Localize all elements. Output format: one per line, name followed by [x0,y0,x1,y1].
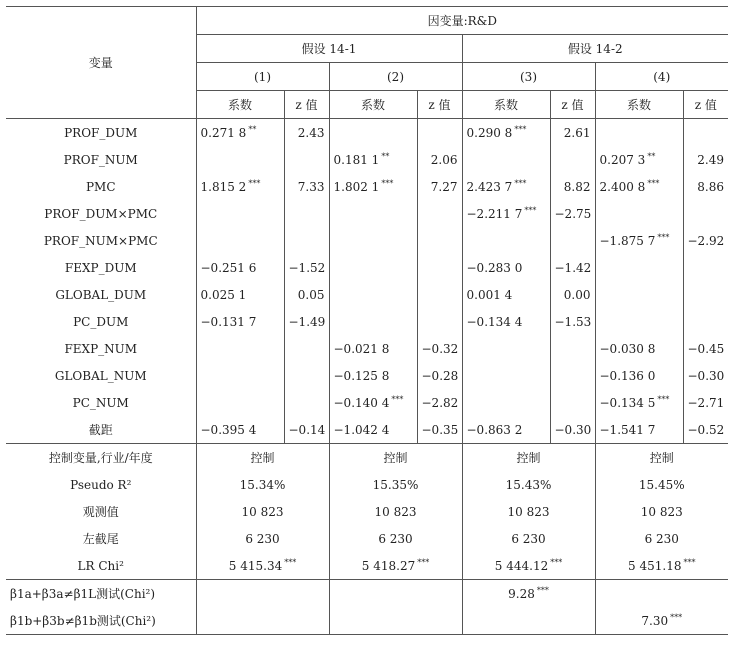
significance-stars: ** [248,125,257,134]
stat-value-cell [329,525,462,552]
coef-header: 系数 [462,91,550,119]
stat-value: 6 230 [644,531,679,546]
coef-row [6,200,728,227]
stat-value: 10 823 [507,504,550,519]
z-value-cell [683,254,728,281]
z-value-cell [550,362,595,389]
significance-stars: *** [550,558,563,567]
coefficient-cell [595,281,683,308]
significance-stars: *** [514,125,527,134]
test-value: 7.30 [641,614,669,628]
coefficient-cell [196,173,284,200]
coefficient-value: 0.181 1 [333,153,380,167]
z-value-cell: 0.05 [284,281,329,308]
variable-name: FEXP_NUM [64,341,138,356]
coefficient-cell [595,335,683,362]
stat-value: 15.34% [239,477,286,492]
coefficient-value: −0.140 4 [333,396,390,410]
statistics-rows [6,444,728,580]
coef-row [6,119,728,147]
z-value-cell: 2.43 [284,119,329,147]
coefficient-value: 0.001 4 [466,287,513,302]
stat-value-cell [196,525,329,552]
variable-name: PC_DUM [73,314,129,329]
coefficient-cell [329,173,417,200]
z-value-cell: −1.53 [550,308,595,335]
coefficient-cell [196,227,284,254]
coefficient-cell [329,308,417,335]
coefficient-value: −0.021 8 [333,341,390,356]
coefficient-value: −1.042 4 [333,422,390,437]
coefficient-cell [196,281,284,308]
stat-value: 10 823 [640,504,683,519]
test-row [6,580,728,608]
significance-stars: *** [417,558,430,567]
coef-header: 系数 [329,91,417,119]
z-value-cell: −0.35 [417,416,462,444]
stat-value: 5 451.18 [628,559,682,573]
significance-stars: *** [683,558,696,567]
z-value-cell: −0.14 [284,416,329,444]
z-header: z 值 [550,91,595,119]
coefficient-cell [329,227,417,254]
coefficient-value: −0.863 2 [466,422,523,437]
stat-row [6,471,728,498]
stat-value-cell [462,444,595,472]
z-value-cell: 2.61 [550,119,595,147]
coefficient-cell [196,200,284,227]
coefficient-cell [196,416,284,444]
coef-row [6,335,728,362]
coefficient-cell [595,173,683,200]
coef-row [6,227,728,254]
stat-row [6,552,728,580]
coefficient-cell [329,362,417,389]
coefficient-value: −0.136 0 [599,368,656,383]
z-header: z 值 [284,91,329,119]
coefficient-cell [595,119,683,147]
z-value-cell: −2.92 [683,227,728,254]
stat-value-cell [329,498,462,525]
coefficient-value: −0.395 4 [200,422,257,437]
model-4-header: (4) [595,63,728,91]
significance-stars: *** [514,179,527,188]
z-value-cell [417,308,462,335]
variable-name: PROF_DUM×PMC [44,206,158,221]
z-value-cell: 2.06 [417,146,462,173]
coefficient-cell [462,200,550,227]
z-value-cell [284,389,329,416]
stat-name: 控制变量,行业/年度 [48,451,153,465]
coef-row [6,389,728,416]
variable-name: PMC [85,179,116,194]
z-value-cell [284,227,329,254]
coefficient-cell [462,416,550,444]
coefficient-cell [462,389,550,416]
stat-row [6,525,728,552]
stat-value-cell [595,444,728,472]
z-value-cell: −2.71 [683,389,728,416]
coef-row [6,308,728,335]
coefficient-cell [595,200,683,227]
model-2-header: (2) [329,63,462,91]
stat-value: 控制 [649,451,674,465]
z-value-cell [284,200,329,227]
test-value: 9.28 [508,587,535,601]
significance-stars: *** [657,233,670,242]
z-value-cell: 0.00 [550,281,595,308]
z-value-cell [417,281,462,308]
significance-stars: ** [647,152,656,161]
stat-value-cell [329,552,462,580]
test-row [6,607,728,635]
coefficient-cell [462,119,550,147]
stat-value: 6 230 [511,531,546,546]
coefficient-cell [462,227,550,254]
variable-name: PROF_NUM [63,152,138,167]
hypothesis-14-1-header: 假设 14-1 [196,35,462,63]
coefficient-cell [462,146,550,173]
z-value-cell: 8.82 [550,173,595,200]
coefficient-cell [595,254,683,281]
z-value-cell [683,119,728,147]
coefficient-value: 2.423 7 [466,180,513,194]
stat-value-cell [329,471,462,498]
stat-value: 6 230 [378,531,413,546]
stat-value: 15.35% [372,477,419,492]
coefficient-value: 0.271 8 [200,126,247,140]
z-value-cell [417,119,462,147]
stat-name: LR Chi² [77,558,124,573]
coefficient-value: −0.131 7 [200,314,257,329]
z-value-cell: −1.49 [284,308,329,335]
coefficient-cell [329,416,417,444]
coefficient-cell [595,389,683,416]
coefficient-cell [329,200,417,227]
coefficient-cell [196,308,284,335]
coefficient-cell [595,227,683,254]
test-value-cell [329,580,462,608]
test-value-cell [462,607,595,635]
stat-value: 10 823 [241,504,284,519]
z-value-cell [417,227,462,254]
regression-table [6,6,728,635]
stat-value: 5 444.12 [494,559,549,573]
z-value-cell [683,200,728,227]
coefficient-value: 0.290 8 [466,126,513,140]
significance-stars: *** [284,558,297,567]
model-1-header: (1) [196,63,329,91]
z-value-cell: −0.30 [683,362,728,389]
test-value-cell [329,607,462,635]
z-value-cell [417,254,462,281]
z-value-cell [683,308,728,335]
test-rows [6,580,728,635]
z-value-cell [550,335,595,362]
significance-stars: *** [536,586,549,595]
coefficient-cell [196,389,284,416]
coefficient-cell [595,362,683,389]
model-3-header: (3) [462,63,595,91]
z-value-cell [550,227,595,254]
coef-row [6,254,728,281]
stat-value: 15.45% [638,477,685,492]
stat-value-cell [196,471,329,498]
coefficient-value: 1.815 2 [200,180,247,194]
coefficient-cell [462,362,550,389]
significance-stars: *** [647,179,660,188]
z-value-cell [550,146,595,173]
significance-stars: *** [670,613,683,622]
stat-row [6,498,728,525]
coefficient-value: −2.211 7 [466,207,523,221]
variable-name: 截距 [88,423,113,437]
z-value-cell: 7.33 [284,173,329,200]
z-value-cell: −1.42 [550,254,595,281]
coefficient-cell [595,146,683,173]
test-name: β1a+β3a≠β1L测试(Chi²) [10,587,156,601]
hypothesis-14-2-header: 假设 14-2 [462,35,728,63]
coefficient-value: −0.134 4 [466,314,523,329]
z-value-cell: −0.52 [683,416,728,444]
stat-value-cell [462,471,595,498]
z-header: z 值 [683,91,728,119]
coefficient-value: −0.134 5 [599,396,656,410]
coef-row [6,362,728,389]
coef-row [6,146,728,173]
variable-name: FEXP_DUM [64,260,137,275]
variable-header: 变量 [6,7,196,119]
stat-value: 控制 [516,451,541,465]
coefficient-cell [329,335,417,362]
test-value-cell [196,580,329,608]
coefficient-cell [329,281,417,308]
stat-value: 6 230 [245,531,280,546]
stat-value: 控制 [383,451,408,465]
coefficient-cell [329,389,417,416]
coefficient-cell [196,254,284,281]
coefficient-cell [329,119,417,147]
coefficient-value: 1.802 1 [333,180,380,194]
coefficient-cell [196,362,284,389]
z-value-cell: −0.45 [683,335,728,362]
significance-stars: ** [381,152,390,161]
z-value-cell: −2.75 [550,200,595,227]
stat-value-cell [595,471,728,498]
stat-value-cell [462,552,595,580]
coefficient-cell [196,119,284,147]
z-value-cell: 7.27 [417,173,462,200]
significance-stars: *** [248,179,261,188]
significance-stars: *** [391,395,404,404]
significance-stars: *** [524,206,537,215]
stat-value-cell [462,498,595,525]
coefficient-cell [595,416,683,444]
coefficient-cell [462,254,550,281]
stat-value-cell [329,444,462,472]
test-value-cell [196,607,329,635]
stat-value-cell [196,444,329,472]
coefficient-value: −0.125 8 [333,368,390,383]
variable-name: PC_NUM [72,395,129,410]
coefficient-cell [196,146,284,173]
dependent-variable-header: 因变量:R&D [196,7,728,35]
variable-name: PROF_DUM [64,125,138,140]
coef-row [6,173,728,200]
stat-value: 5 418.27 [361,559,416,573]
coefficient-value: 0.025 1 [200,287,247,302]
z-value-cell [284,362,329,389]
coefficient-rows [6,119,728,444]
coefficient-cell [329,254,417,281]
stat-value: 10 823 [374,504,417,519]
z-value-cell: −1.52 [284,254,329,281]
coefficient-cell [196,335,284,362]
test-value-cell [462,580,595,608]
test-value-cell [595,607,728,635]
stat-value-cell [595,552,728,580]
coefficient-cell [462,281,550,308]
stat-value-cell [595,498,728,525]
stat-value-cell [595,525,728,552]
z-value-cell [550,389,595,416]
variable-name: PROF_NUM×PMC [43,233,158,248]
z-value-cell: 8.86 [683,173,728,200]
z-header: z 值 [417,91,462,119]
z-value-cell: −0.30 [550,416,595,444]
stat-name: 观测值 [82,505,119,519]
stat-name: Pseudo R² [70,477,132,492]
z-value-cell [284,335,329,362]
coefficient-value: 0.207 3 [599,153,646,167]
significance-stars: *** [381,179,394,188]
variable-name: GLOBAL_NUM [54,368,147,383]
coefficient-value: −0.030 8 [599,341,656,356]
z-value-cell: −2.82 [417,389,462,416]
stat-row [6,444,728,472]
coefficient-cell [462,335,550,362]
coef-row [6,281,728,308]
z-value-cell [683,281,728,308]
z-value-cell [417,200,462,227]
z-value-cell: −0.32 [417,335,462,362]
coefficient-value: 2.400 8 [599,180,646,194]
coefficient-cell [462,308,550,335]
stat-value-cell [196,498,329,525]
coefficient-value: −0.283 0 [466,260,523,275]
coefficient-value: −1.875 7 [599,234,656,248]
coefficient-cell [595,308,683,335]
z-value-cell: −0.28 [417,362,462,389]
test-name: β1b+β3b≠β1b测试(Chi²) [10,614,156,628]
stat-value: 5 415.34 [228,559,283,573]
significance-stars: *** [657,395,670,404]
stat-value: 15.43% [505,477,552,492]
test-value-cell [595,580,728,608]
stat-name: 左截尾 [82,532,119,546]
z-value-cell: 2.49 [683,146,728,173]
z-value-cell [284,146,329,173]
stat-value: 控制 [250,451,275,465]
stat-value-cell [196,552,329,580]
coefficient-value: −1.541 7 [599,422,656,437]
coefficient-value: −0.251 6 [200,260,257,275]
stat-value-cell [462,525,595,552]
coef-header: 系数 [196,91,284,119]
coef-row [6,416,728,444]
coefficient-cell [329,146,417,173]
coefficient-cell [462,173,550,200]
variable-name: GLOBAL_DUM [55,287,147,302]
coef-header: 系数 [595,91,683,119]
